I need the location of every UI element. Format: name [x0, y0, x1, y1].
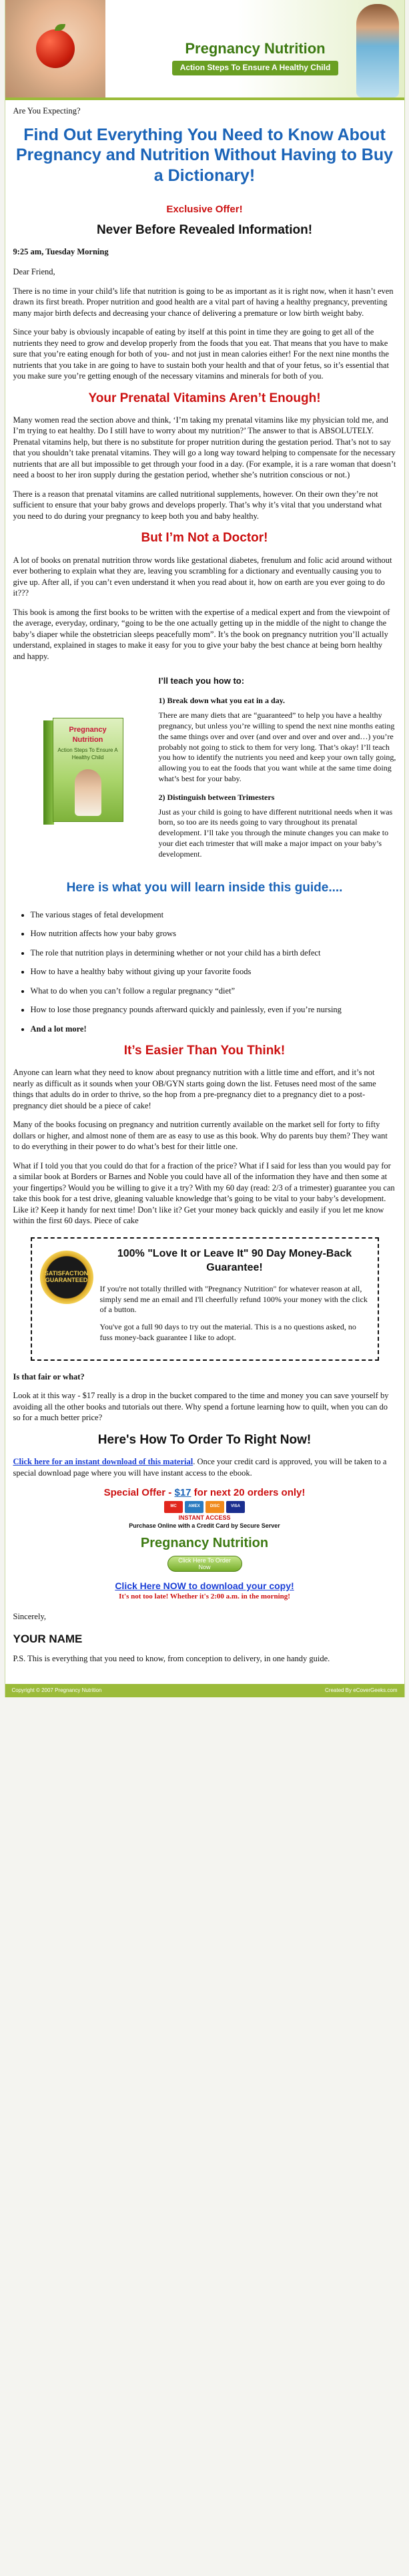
intro-paragraph-2: Since your baby is obviously incapable of eating by itself at this point in time they are going to get all of the nutrients they need to grow and develop properly from the foods that you eat. That means that you have to make sure that you’re eating enough for both of you- and not just in mean calories either! For the next nine months the nutrients that you take in are going to have to sustain both your health and that of your fetus, so it’s essential that you make sure you’re getting enough of the necessary vitamins and minerals for both of you. — [13, 327, 389, 381]
letter-time: 9:25 am, Tuesday Morning — [13, 246, 109, 256]
signature-name: YOUR NAME — [13, 1632, 83, 1645]
learn-heading: Here is what you will learn inside this guide.... — [66, 880, 343, 895]
guarantee-paragraph-1: If you're not totally thrilled with "Pregnancy Nutrition" for whatever reason at all, simply send me an email and I'll cheerfully refund 100% your money with the click of a button. — [99, 1283, 368, 1315]
secure-purchase-line: Purchase Online with a Credit Card by Secure Server — [129, 1522, 280, 1529]
instant-download-link[interactable]: Click here for an instant download of this material — [13, 1457, 193, 1467]
guide-section — [13, 671, 396, 868]
header-banner — [5, 0, 404, 100]
footer-copyright: Copyright © 2007 Pregnancy Nutrition — [11, 1687, 102, 1694]
learn-item: • The role that nutrition plays in determining whether or not your child has a birth defect — [31, 947, 396, 959]
pregnant-woman-image — [356, 4, 399, 97]
vitamins-heading: Your Prenatal Vitamins Aren’t Enough! — [88, 391, 321, 405]
exclusive-offer: Exclusive Offer! — [166, 204, 243, 215]
footer-credit: Created By eCoverGeeks.com — [325, 1687, 398, 1694]
mastercard-icon: MC — [164, 1501, 183, 1513]
doctor-paragraph-1: A lot of books on prenatal nutrition throw words like gestational diabetes, frenulum and folic acid around without ever bothering to explain what they are, leaving you scrambling for a dictionary and eventually causing you to give up. After all, if you can’t even understand it when you read about it, how on earth are you ever going to do it??? — [13, 555, 392, 598]
main-headline: Find Out Everything You Need to Know About Pregnancy and Nutrition Without Having to Buy a Dictionary! — [15, 125, 394, 185]
main-content — [5, 100, 404, 1679]
greeting: Dear Friend, — [13, 267, 55, 277]
order-logo: Pregnancy Nutrition — [140, 1535, 269, 1550]
amex-icon: AMEX — [185, 1501, 203, 1513]
doctor-paragraph-2: This book is among the first books to be written with the expertise of a medical expert and from the viewpoint of the average, everyday, ordinary, “going to be the one actually getting up in the middle of the night to change the baby’s diaper while the obstetrician sleeps peacefully mom”. It’s the book on pregnancy nutrition you’ll actually understand, explained in stages to make it easy for you to give your baby the best chance at being born healthy and happy. — [13, 607, 390, 661]
special-offer — [13, 1486, 396, 1500]
teach-item-1-text: There are many diets that are “guaranteed” to help you have a healthy pregnancy, but unless you’re willing to spend the next nine months eating the same things over and over (and over and over and over and…) you’re probably not going to stick to them for very long. That’s okay! I’ll teach you how to identify the nutrients you need and keep your own tally going, allowing you to eat the foods that you want while at the same time doing what’s best for your baby. — [158, 710, 396, 783]
doctor-heading: But I’m Not a Doctor! — [141, 531, 268, 546]
visa-icon: VISA — [226, 1501, 245, 1513]
learn-item: • How nutrition affects how your baby grows — [31, 928, 396, 939]
book-title: Pregnancy Nutrition — [69, 726, 107, 744]
site-tagline: Action Steps To Ensure A Healthy Child — [172, 61, 339, 75]
easier-paragraph-3: What if I told you that you could do that for a fraction of the price? What if I said for less than you would pay for a similar book at Borders or Barnes and Noble you could have all of the information they have and then some at your fingertips? Would you be willing to give it a try? With my 60 day (read: 2/3 of a trimester) guarantee you can take this book for a test drive, gleaning valuable knowledge that’s going to be vital to your baby’s development. Like it? Keep it handy for next time! Don’t like it? Get your money back quickly and easily if you let me know within the first 60 days. Piece of cake — [13, 1160, 395, 1226]
intro-paragraph-1: There is no time in your child’s life that nutrition is going to be as important as it is right now, when it hasn’t even drawn its first breath. Proper nutrition and good health are a vital part of having a healthy pregnancy, preventing many major birth defects and decreasing your chance of delivering a premature or low birth weight baby. — [13, 286, 394, 318]
download-note: It's not too late! Whether it's 2:00 a.m. in the morning! — [119, 1592, 290, 1601]
guarantee-body — [100, 1247, 370, 1350]
fair-question — [13, 1371, 396, 1383]
special-offer-prefix: Special Offer - — [103, 1487, 175, 1499]
order-paragraph-rest: . Once your credit card is approved, you will be taken to a special download page where you will have instant access to the ebook. — [13, 1457, 387, 1478]
teach-heading: I’ll teach you how to: — [158, 676, 245, 686]
book-cover — [53, 718, 123, 822]
teach-item-2-title: 2) Distinguish between Trimesters — [158, 792, 275, 802]
book-column — [13, 671, 153, 868]
learn-item-last — [31, 1024, 396, 1035]
apple-icon — [36, 29, 75, 68]
guarantee-box — [31, 1237, 379, 1361]
payment-cards — [13, 1501, 396, 1513]
sales-page — [5, 0, 405, 1697]
easier-paragraph-2: Many of the books focusing on pregnancy and nutrition currently available on the market sell for forty to fifty dollars or higher, and almost none of them are as easy to use as this book. Why do parents buy them? They want to do everything in their power to do what’s best for their little one. — [13, 1120, 388, 1152]
book-cover-woman — [75, 769, 101, 816]
guarantee-heading: 100% "Love It or Leave It" 90 Day Money-Back Guarantee! — [117, 1247, 352, 1273]
postscript: P.S. This is everything that you need to know, from conception to delivery, in one handy guide. — [13, 1653, 330, 1663]
learn-item: • How to lose those pregnancy pounds afterward quickly and painlessly, even if you’re nursing — [31, 1004, 396, 1016]
guarantee-paragraph-2: You've got a full 90 days to try out the material. This is a no questions asked, no fuss money-back guarantee I like to adopt. — [99, 1322, 356, 1343]
guarantee-seal-icon: SATISFACTION GUARANTEED — [40, 1251, 93, 1304]
discover-icon: DISC — [206, 1501, 224, 1513]
learn-item-last-text: And a lot more! — [30, 1024, 87, 1034]
site-logo: Pregnancy Nutrition — [185, 40, 326, 57]
value-paragraph: Look at it this way - $17 really is a drop in the bucket compared to the time and money you can save yourself by avoiding all the other books and tutorials out there. Why spend a fortune learning how to quilt, when you can do so for a much better price? — [13, 1391, 389, 1423]
order-paragraph — [13, 1456, 396, 1478]
download-link-wrap — [13, 1580, 396, 1592]
learn-item: • The various stages of fetal development — [31, 909, 396, 921]
learn-item: • What to do when you can’t follow a regular pregnancy “diet” — [31, 986, 396, 997]
learn-item: • How to have a healthy baby without giving up your favorite foods — [31, 966, 396, 978]
easier-heading: It’s Easier Than You Think! — [123, 1044, 286, 1058]
ebook-cover-image — [43, 718, 123, 825]
special-offer-suffix: for next 20 orders only! — [191, 1487, 306, 1499]
reveal-heading: Never Before Revealed Information! — [96, 222, 313, 237]
teach-list — [159, 671, 396, 868]
book-subtitle: Action Steps To Ensure A Healthy Child — [57, 747, 118, 761]
vitamins-paragraph-2: There is a reason that prenatal vitamins are called nutritional supplements, however. On their own they’re not sufficient to ensure that your baby grows and develops properly. That’s why it’s vital that you understand what you need to do during your pregnancy to keep both you and baby healthy. — [13, 489, 382, 521]
brand-block — [172, 39, 339, 75]
price: $17 — [174, 1487, 191, 1499]
easier-paragraph-1: Anyone can learn what they need to know about pregnancy nutrition with a little time and effort, and it’s not nearly as difficult as it sounds when your OB/GYN starts going down the list. Fetuses need most of the same things that adults do in order to thrive, so the hop from a pre-pregnancy diet to a pregnancy diet to a post-pregnancy diet should be a piece of cake! — [13, 1068, 376, 1110]
instant-access: INSTANT ACCESS — [178, 1514, 231, 1521]
download-now-link[interactable]: Click Here NOW to download your copy! — [115, 1580, 294, 1591]
intro-question: Are You Expecting? — [13, 106, 81, 116]
teach-item-1-title: 1) Break down what you eat in a day. — [158, 696, 285, 706]
learn-list — [13, 909, 396, 1035]
teach-item-2-text: Just as your child is going to have different nutritional needs when it was born, so too are its needs going to vary throughout its prenatal development. I’ll take you through the minute changes you can make to your diet each trimester that will make a major impact on your baby’s development. — [158, 807, 393, 859]
order-heading: Here's How To Order To Right Now! — [97, 1432, 312, 1447]
footer — [5, 1684, 404, 1697]
vitamins-paragraph-1: Many women read the section above and think, ‘I’m taking my prenatal vitamins like my physician told me, and I’m trying to eat healthy. Do I still have to worry about my nutrition?’ The answer to that is ABSOLUTELY. Prenatal vitamins help, but there is no substitute for proper nutrition during the gestation period. That’s not to say that you shouldn’t take prenatal vitamins. They will go a long way toward helping to compensate for the necessary nutrients that are all but impossible to get through your food in a day. (For example, it is a rare woman that doesn’t need a boost to her iron supply during the gestation period, whether she’s nutrition conscious or not.) — [13, 415, 396, 480]
fair-question-text: Is that fair or what? — [13, 1371, 85, 1381]
sincerely: Sincerely, — [13, 1612, 47, 1621]
order-now-button[interactable]: Click Here To Order Now — [167, 1556, 242, 1572]
